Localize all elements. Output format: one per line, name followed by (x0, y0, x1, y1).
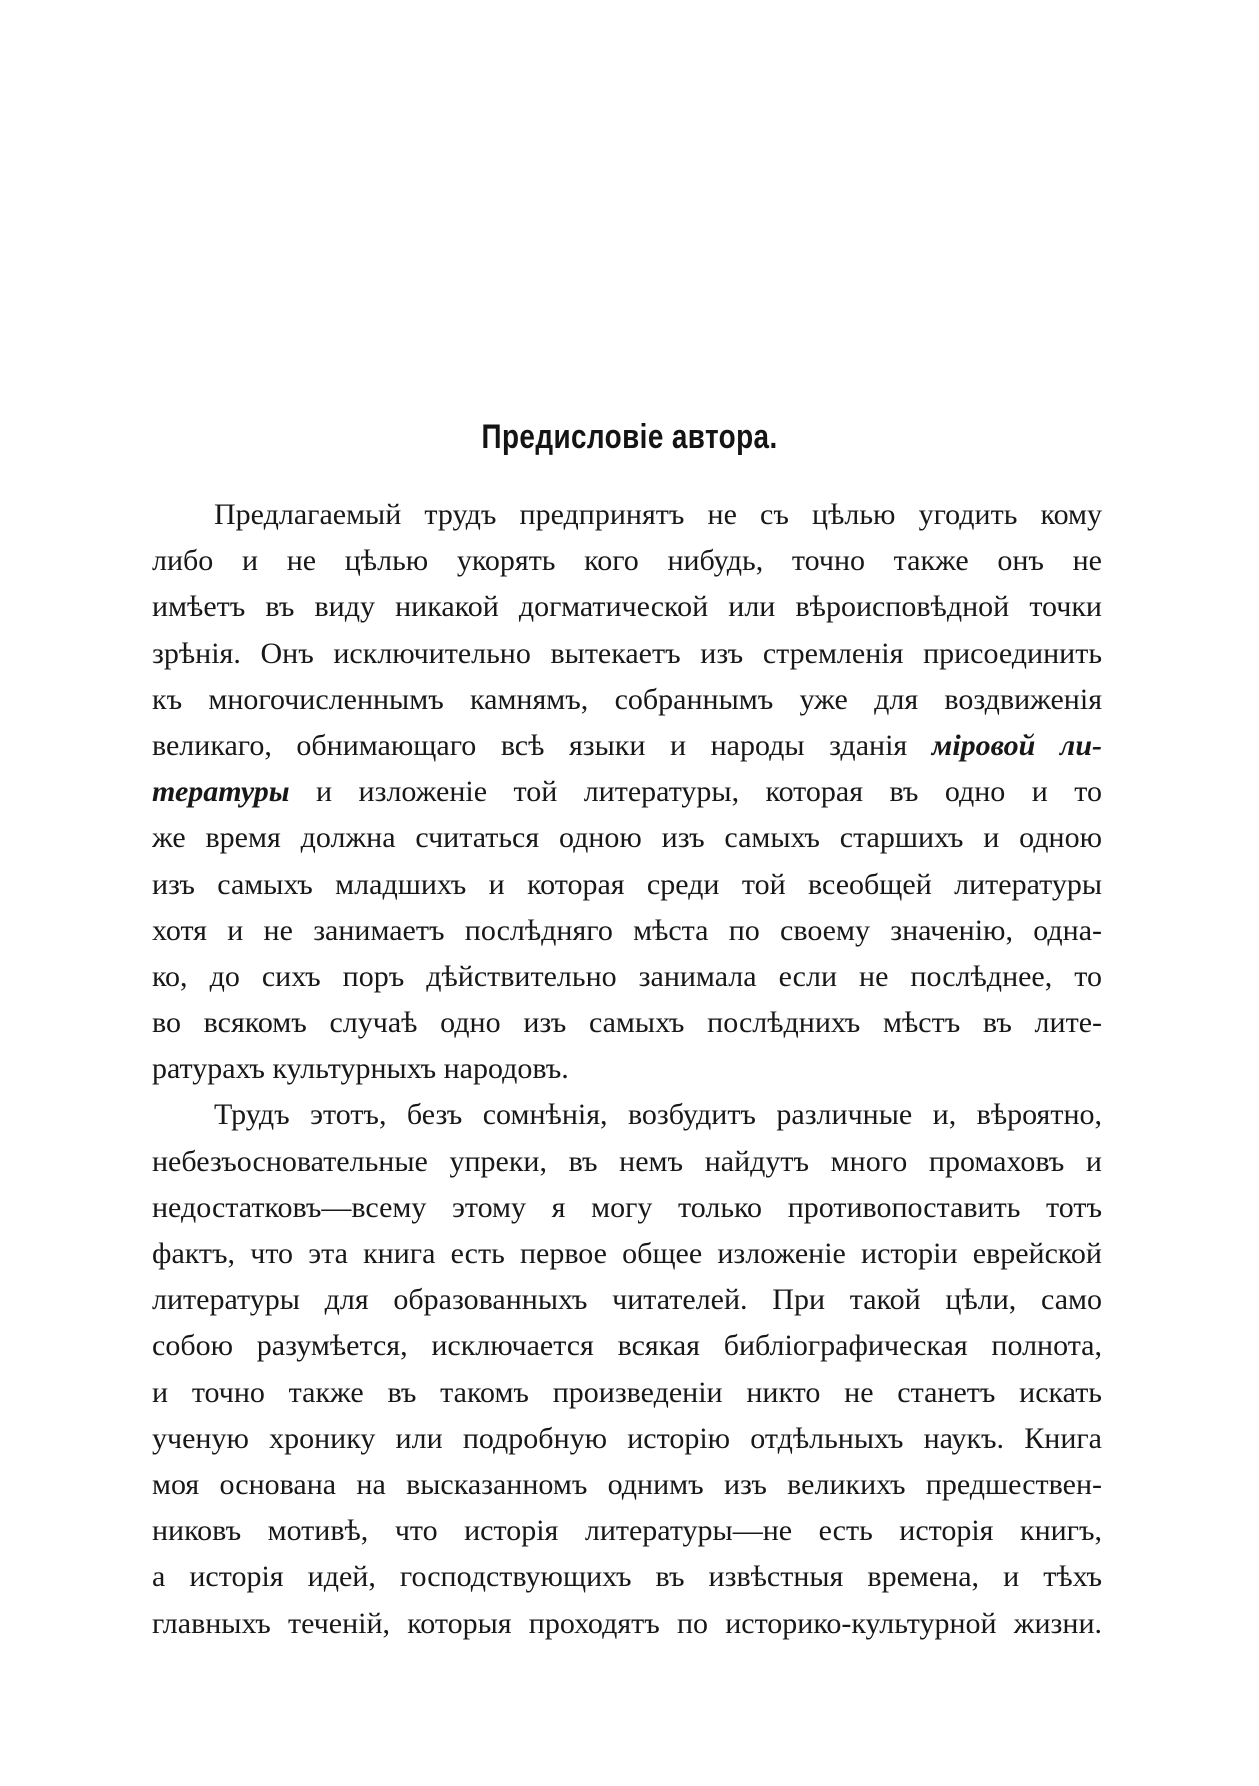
text-line: хотя и не занимаетъ послѣдняго мѣста по своему значенію, одна- (152, 913, 1102, 947)
main-text (152, 492, 1102, 1647)
text-line: изъ самыхъ младшихъ и которая среди той всеобщей литературы (152, 867, 1102, 901)
text-line: Предлагаемый трудъ предпринятъ не съ цѣлью угодить кому (214, 498, 1102, 531)
text-line: къ многочисленнымъ камнямъ, собраннымъ уже для воздвиженія (152, 682, 1102, 716)
text-line: а исторія идей, господствующихъ въ извѣстныя времена, и тѣхъ (152, 1560, 1102, 1594)
text-line: ратурахъ культурныхъ народовъ. (152, 1052, 569, 1086)
page-title: Предисловіе автора. (481, 418, 778, 456)
text-line: никовъ мотивѣ, что исторія литературы—не есть исторія книгъ, (152, 1514, 1102, 1548)
text-line: фактъ, что эта книга есть первое общее изложеніе исторіи еврейской (152, 1237, 1102, 1270)
text-line: Трудъ этотъ, безъ сомнѣнія, возбудитъ различные и, вѣроятно, (214, 1098, 1102, 1132)
text-line: небезъосновательные упреки, въ немъ найдутъ много промаховъ и (152, 1144, 1102, 1178)
text-fragment: и изложеніе той литературы, которая въ одно и то (289, 775, 1102, 809)
text-line: зрѣнія. Онъ исключительно вытекаетъ изъ стремленія присоединить (152, 636, 1102, 670)
italic-fragment: тературы (152, 775, 290, 809)
text-line-with-italic (152, 723, 1102, 769)
text-line: и точно также въ такомъ произведеніи никто не станетъ искать (152, 1375, 1102, 1409)
text-line: во всякомъ случаѣ одно изъ самыхъ послѣднихъ мѣстъ въ лите- (152, 1006, 1102, 1040)
text-fragment: великаго, обнимающаго всѣ языки и народы зданія (152, 728, 932, 762)
text-line: моя основана на высказанномъ однимъ изъ великихъ предшествен- (152, 1467, 1102, 1501)
text-line-with-italic (152, 769, 1102, 815)
text-line: недостатковъ—всему этому я могу только противопоставить тотъ (152, 1190, 1102, 1224)
text-line: собою разумѣется, исключается всякая библіографическая полнота, (152, 1329, 1102, 1363)
text-line: имѣетъ въ виду никакой догматической или вѣроисповѣдной точки (152, 590, 1102, 624)
text-line: ко, до сихъ поръ дѣйствительно занимала если не послѣднее, то (152, 959, 1102, 993)
text-line: либо и не цѣлью укорять кого нибудь, точно также онъ не (152, 544, 1102, 578)
text-line: литературы для образованныхъ читателей. При такой цѣли, само (152, 1283, 1102, 1317)
text-line: главныхъ теченій, которыя проходятъ по историко-культурной жизни. (152, 1606, 1102, 1640)
text-line: ученую хронику или подробную исторію отдѣльныхъ наукъ. Книга (152, 1421, 1102, 1455)
text-line: же время должна считаться одною изъ самыхъ старшихъ и одною (152, 821, 1102, 855)
italic-fragment: мiровой ли- (931, 728, 1102, 762)
